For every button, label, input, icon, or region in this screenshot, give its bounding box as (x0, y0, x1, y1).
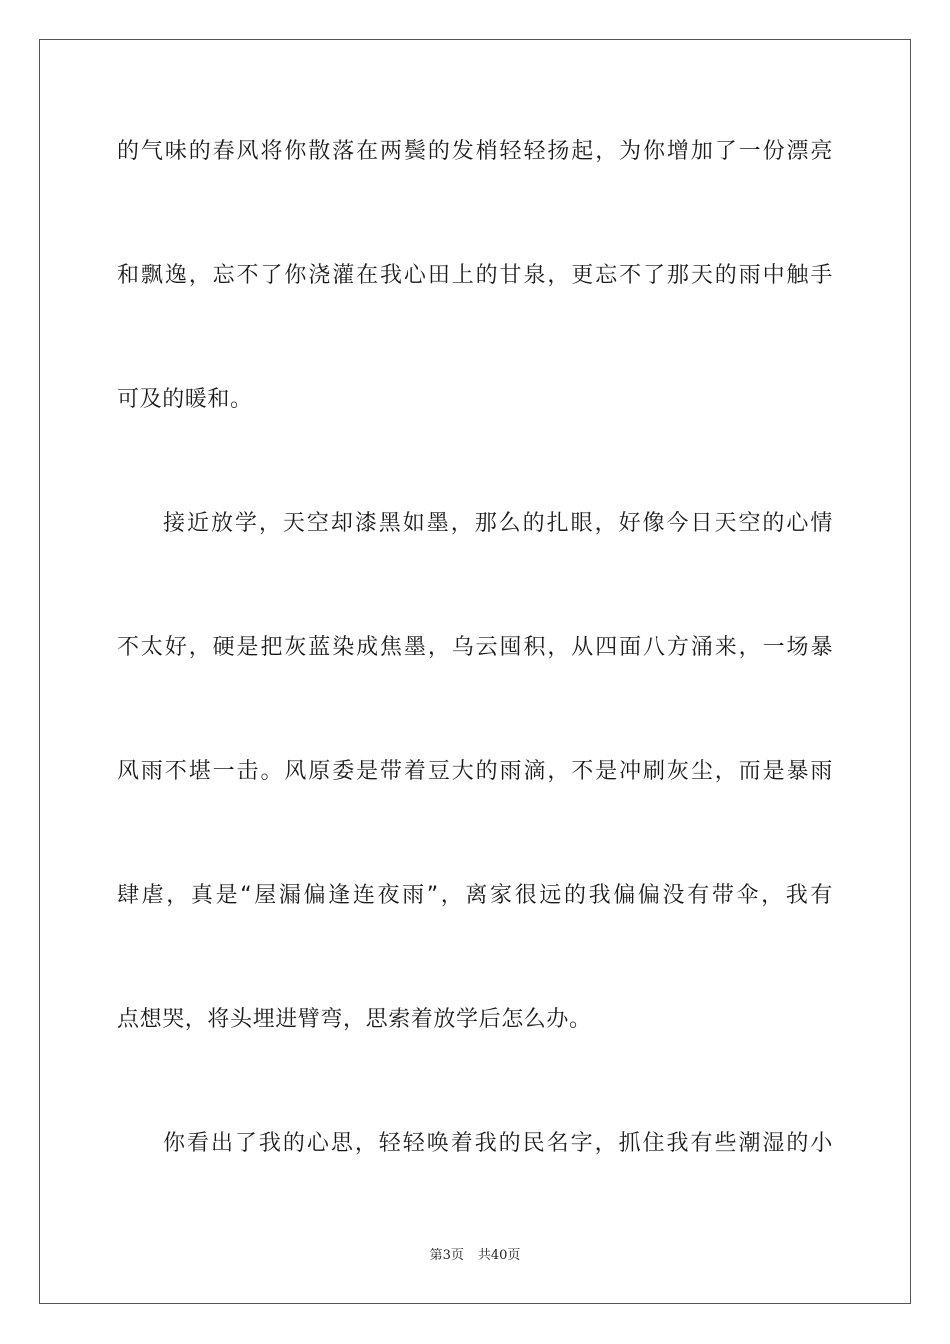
text-line: 不太好，硬是把灰蓝染成焦墨，乌云囤积，从四面八方涌来，一场暴 (117, 635, 833, 660)
text-line: 和飘逸，忘不了你浇灌在我心田上的甘泉，更忘不了那天的雨中触手 (117, 263, 833, 288)
text-line: 风雨不堪一击。风原委是带着豆大的雨滴，不是冲刷灰尘，而是暴雨 (117, 759, 833, 784)
page-total: 共40页 (477, 1248, 521, 1263)
text-line: 可及的暖和。 (117, 387, 253, 412)
paragraph-first-line: 接近放学，天空却漆黑如墨，那么的扎眼，好像今日天空的心情 (163, 511, 833, 536)
page-border (39, 39, 911, 1304)
page-number: 第3页 (429, 1248, 464, 1263)
text-line: 肆虐，真是“屋漏偏逢连夜雨”，离家很远的我偏偏没有带伞，我有 (117, 883, 833, 908)
text-line: 点想哭，将头埋进臂弯，思索着放学后怎么办。 (117, 1007, 592, 1032)
text-line: 的气味的春风将你散落在两鬓的发梢轻轻扬起，为你增加了一份漂亮 (117, 139, 833, 164)
paragraph-first-line: 你看出了我的心思，轻轻唤着我的民名字，抓住我有些潮湿的小 (163, 1131, 833, 1156)
page-footer (0, 1247, 950, 1265)
